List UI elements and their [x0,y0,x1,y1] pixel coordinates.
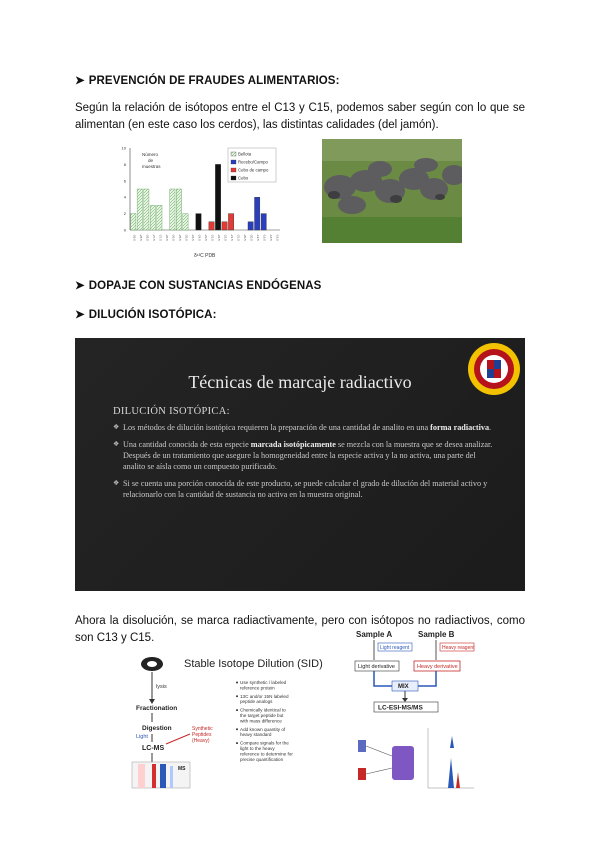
bullet-bold-text: forma radiactiva [430,423,490,432]
bar [137,189,142,230]
slide-bullet [113,439,495,472]
note-bullet-icon [236,695,238,697]
sid-note: Compare signals for the light to the heavy reference to determine for precise quantification [240,740,293,762]
bar [157,205,162,230]
bar [215,164,220,230]
x-tick-label: -29.0 [132,234,137,241]
legend-label: Recebo/Campo [238,159,268,165]
bullet-text: Una cantidad conocida de esta especie [123,440,251,449]
bar [228,214,233,230]
sid-note: Use synthetic / labeled reference protein [240,680,287,691]
bar [209,222,214,230]
bullet-text: Los métodos de dilución isotópica requieren la preparación de una cantidad de analito en una [123,423,431,432]
x-tick-label: -28.0 [145,234,150,241]
legend-swatch [231,176,236,180]
bar [255,197,260,230]
sid-lysis-label: lysis [156,684,167,690]
y-axis-label: Número de muestras [142,152,161,169]
x-tick-label: -26.5 [164,234,169,241]
x-tick-label: -26.0 [171,234,176,241]
ms-peaks-icon [428,728,474,788]
bullet-text: se mezcla con la muestra que se desea analizar. Después de un tratamiento que asegure la homogeneidad entre la especie activa y la no activa, una parte del analito se aísla como un compuesto purificado. [123,440,493,471]
x-tick-label: -28.5 [138,234,143,241]
lc-esi-label: LC-ESI-MS/MS [378,704,423,712]
bar [176,189,181,230]
heavy-reagent-label: Heavy reagent [442,645,475,651]
y-tick-label: 10 [121,145,126,151]
bar [222,222,227,230]
arrow-bullet-icon: ➤ [75,75,85,87]
y-tick-label: 0 [123,227,126,233]
legend-label: Cebo [238,175,249,181]
diamond-bullet-icon: ❖ [113,440,120,448]
legend-label: Cebo de campo [238,167,269,173]
sid-synthetic-label: Synthetic Peptides (Heavy) [192,726,213,744]
note-bullet-icon [236,728,238,730]
x-tick-label: -23.0 [210,234,215,241]
sid-note: 13C and/or 15N labeled peptide analogs [240,693,289,705]
legend-label: Bellota [238,151,252,157]
legend-swatch [231,168,236,172]
diamond-bullet-icon: ❖ [113,479,120,487]
slide-bullet [113,478,495,500]
arrow-bullet-icon: ➤ [75,309,85,321]
heading-prevencion-fraudes [75,73,340,87]
heading-text: PREVENCIÓN DE FRAUDES ALIMENTARIOS: [88,75,340,87]
x-tick-label: -22.0 [223,234,228,241]
heading-dopaje [75,278,321,292]
bar [248,222,253,230]
x-tick-label: -23.5 [204,234,208,241]
slide-bullet [113,422,495,433]
bar [196,214,201,230]
x-tick-label: -18.0 [275,234,280,241]
arrow-bullet-icon: ➤ [75,280,85,292]
x-tick-label: -20.5 [243,234,248,241]
sid-note: Chemically identical to the target peptide but with mass difference [240,707,286,724]
x-tick-label: -19.5 [256,234,261,241]
x-tick-label: -25.0 [184,234,189,241]
bar [144,189,149,230]
legend-swatch [231,152,236,156]
note-bullet-icon [236,709,238,711]
sid-fractionation-label: Fractionation [136,705,178,712]
x-axis-label: δ¹³C PDB [194,253,216,259]
sample-vials-icon [358,740,414,780]
sample-a-label: Sample A [356,630,393,639]
fraudes-paragraph: Según la relación de isótopos entre el C13 y C15, podemos saber según con lo que se alimentan (en este caso los cerdos), las distintas calidades (del jamón). [75,102,525,131]
slide-tecnicas-marcaje [75,338,525,591]
heading-text: DILUCIÓN ISOTÓPICA: [88,309,217,321]
sid-note: Add known quantity of heavy standard [240,726,286,738]
legend-swatch [231,160,236,164]
y-tick-label: 6 [123,178,126,184]
heading-dilucion [75,307,217,321]
iberian-pigs-photo [322,139,462,243]
y-tick-label: 8 [123,161,126,167]
bar [131,214,136,230]
heading-text: DOPAJE CON SUSTANCIAS ENDÓGENAS [88,280,322,292]
x-tick-label: -21.0 [236,234,241,241]
slide-subtitle: DILUCIÓN ISOTÓPICA: [113,406,230,417]
sample-b-label: Sample B [418,630,455,639]
bullet-bold-text: marcada isotópicamente [250,440,336,449]
note-bullet-icon [236,742,238,744]
isotope-bar-chart [120,142,305,264]
x-tick-label: -20.0 [249,234,254,241]
sid-notes-list [236,680,293,762]
slide-title: Técnicas de marcaje radiactivo [188,372,412,392]
sid-title: Stable Isotope Dilution (SID) [184,658,323,670]
x-tick-label: -22.5 [217,234,222,241]
bullet-text: Si se cuenta una porción conocida de este producto, se puede calcular el grado de dilución del material activo y relacionarlo con la cantidad de sustancia no activa en la muestra original. [123,479,488,499]
bar [170,189,175,230]
x-tick-label: -24.0 [197,234,202,241]
stable-isotope-dilution-diagram [130,650,330,790]
heavy-derivative-label: Heavy derivative [417,664,458,670]
x-tick-label: -21.5 [230,234,235,241]
x-tick-label: -18.5 [269,234,274,241]
x-tick-label: -25.5 [177,234,182,241]
x-tick-label: -19.0 [262,234,267,241]
bar [150,205,155,230]
sid-lcms-label: LC-MS [142,745,165,752]
sid-ms-label: MS [178,766,186,772]
mix-label: MIX [398,684,409,690]
slide-bullet-list [113,422,495,506]
sid-digestion-label: Digestion [142,725,172,732]
bar [261,214,266,230]
note-bullet-icon [236,682,238,684]
diamond-bullet-icon: ❖ [113,423,120,431]
y-tick-label: 4 [123,194,126,200]
light-reagent-label: Light reagent [380,645,410,651]
bullet-text: . [489,423,492,432]
x-tick-label: -27.0 [158,234,163,241]
light-derivative-label: Light derivative [358,664,395,670]
lc-esi-ms-diagram [352,628,477,793]
x-tick-label: -24.5 [190,234,195,241]
bar [183,214,188,230]
y-tick-label: 2 [123,211,126,217]
sid-light-label: Light [136,734,148,740]
bottom-paragraph: Ahora la disolución, se marca radiactivamente, pero con isótopos no radiactivos, como son C13 y C15. [75,615,525,644]
x-tick-label: -27.5 [151,234,156,241]
